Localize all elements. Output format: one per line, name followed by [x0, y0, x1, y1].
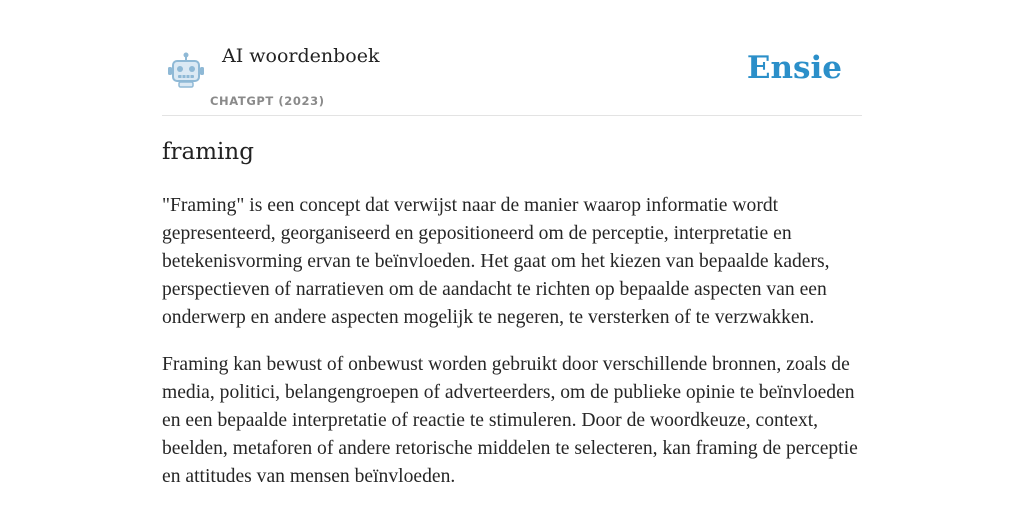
definition-paragraph: "Framing" is een concept dat verwijst naar de manier waarop informatie wordt gepresenteerd, georganiseerd en gepositioneerd om de perceptie, interpretatie en betekenisvorming ervan te beïnvloeden. Het gaat om het kiezen van bepaalde kaders, perspectieven of narratieven om de aandacht te richten op bepaalde aspecten van een onderwerp en andere aspecten mogelijk te negeren, te versterken of te verzwakken.: [162, 195, 830, 328]
source-subtitle: CHATGPT (2023): [210, 94, 325, 108]
entry-term: framing: [162, 139, 254, 165]
robot-icon: [166, 52, 206, 88]
brand-logo[interactable]: Ensie: [746, 50, 842, 86]
entry-definition: [162, 192, 866, 510]
source-title[interactable]: AI woordenboek: [222, 45, 380, 67]
definition-paragraph: Framing kan bewust of onbewust worden gebruikt door verschillende bronnen, zoals de media, politici, belangengroepen of adverteerders, om de publieke opinie te beïnvloeden en een bepaalde interpretatie of reactie te stimuleren. Door de woordkeuze, context, beelden, metaforen of andere retorische middelen te selecteren, kan framing de perceptie en attitudes van mensen beïnvloeden.: [162, 354, 858, 487]
entry-header: [162, 38, 862, 116]
